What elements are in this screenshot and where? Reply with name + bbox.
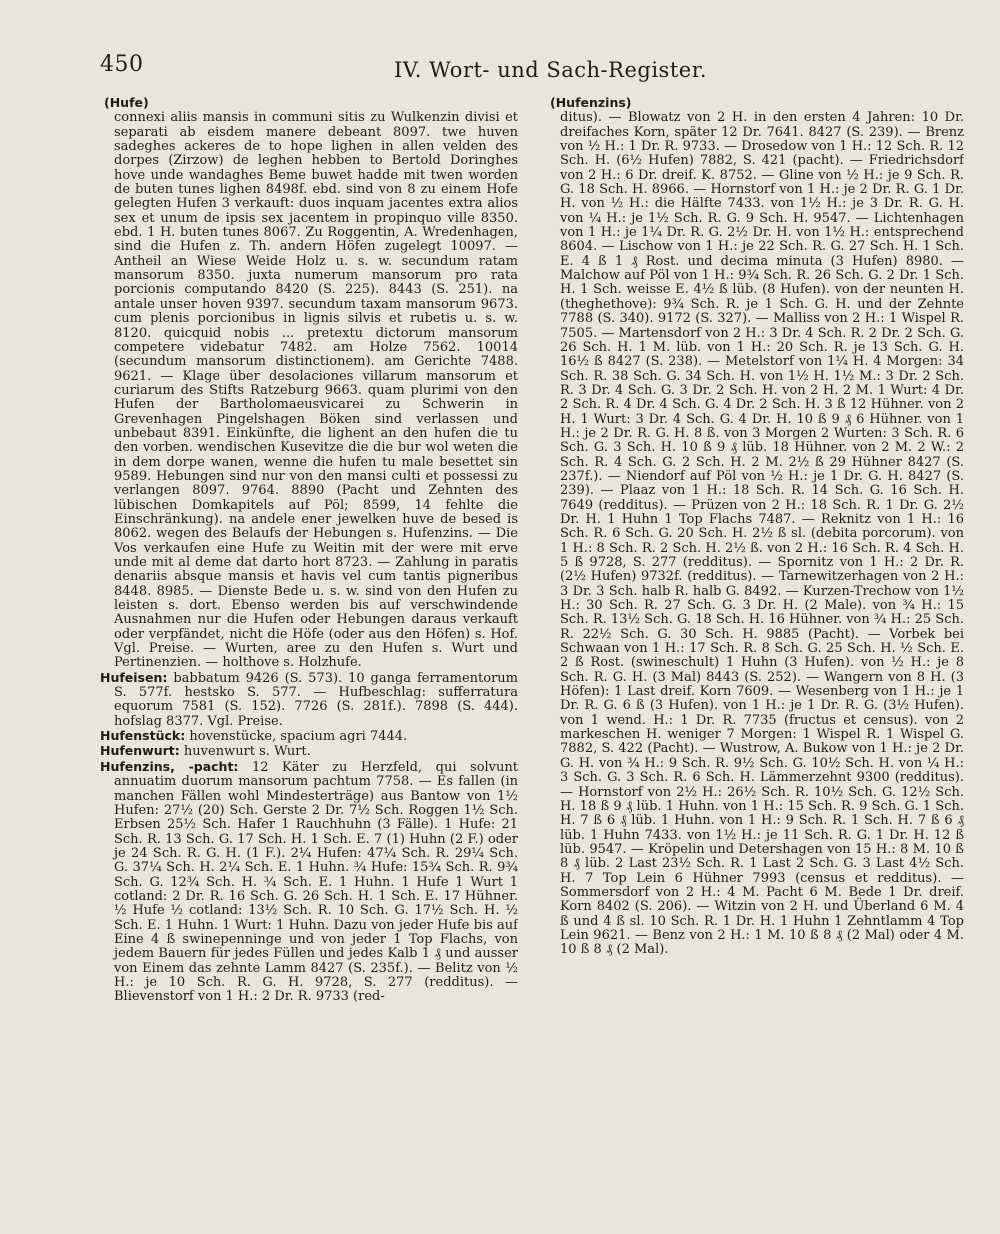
left-column bbox=[100, 96, 518, 1206]
register-entry bbox=[100, 744, 518, 759]
register-entry bbox=[100, 671, 518, 729]
register-entry bbox=[100, 729, 518, 744]
continued-entry-text: connexi aliis mansis in communi sitis zu Wulkenzin divisi et separati ab eisdem manere debeant 8097. twe huven sadeghes ackeres de to hope lighen in allen velden des dorpes (Zirzow) de leghen hebben to Bertold Doringhes hove unde wandaghes Beme buwet hadde mit twen worden de buten tunes lighen 8498f. ebd. sind von 8 zu einem Hofe gelegten Hufen 3 verkauft: duos inquam jacentes extra alios sex et unum de ipsis sex jacentem in propinquo ville 8350. ebd. 1 H. buten tunes 8067. Zu Roggentin, A. Wredenhagen, sind die Hufen z. Th. andern Höfen zugelegt 10097. — Antheil an Wiese Weide Holz u. s. w. secundum ratam mansorum 8350. juxta numerum mansorum pro rata porcionis computando 8420 (S. 225). 8443 (S. 251). na antale unser hoven 9397. secundum taxam mansorum 9673. cum plenis porcionibus in lignis silvis et rubetis u. s. w. 8120. quicquid nobis ... pretextu dictorum mansorum competere videbatur 7482. am Holze 7562. 10014 (secundum mansorum distinctionem). am Gerichte 7488. 9621. — Klage über desolaciones villarum mansorum et curiarum des Stifts Ratzeburg 9663. quam plurimi von den Hufen der Bartholomaeusvicarei zu Schwerin in Grevenhagen Pingelshagen Böken sind verlassen und unbebaut 8391. Einkünfte, die lighent an den hufen die tu den vorben. wendischen Kusevitze die die bur wol weten die in dem dorpe wanen, wenne die hufen tu male besettet sin 9589. Hebungen sind nur von den mansi culti et possessi zu verlangen 8097. 9764. 8890 (Pacht und Zehnten des lübischen Domkapitels auf Pöl; 8599, 14 fehlte die Einschränkung). na andele ener jewelken huve de besed is 8062. wegen des Belaufs der Hebungen s. Hufenzins. — Die Vos verkaufen eine Hufe zu Weitin mit der were mit erve unde mit al deme dat darto hort 8723. — Zahlung in paratis denariis absque mansis et havis vel cum tantis pigneribus 8448. 8985. — Dienste Bede u. s. w. sind von den Hufen zu leisten s. dort. Ebenso werden bis auf verschwindende Ausnahmen nur die Hufen oder Hebungen daraus verkauft oder verpfändet, nicht die Höfe (oder aus den Höfen) s. Hof. Vgl. Preise. — Wurten, aree zu den Hufen s. Wurt und Pertinenzien. — holthove s. Holzhufe. bbox=[114, 110, 518, 671]
continued-entry-text: ditus). — Blowatz von 2 H. in den ersten 4 Jahren: 10 Dr. dreifaches Korn, später 12 Dr. 7641. 8427 (S. 239). — Brenz von ½ H.: 1 Dr. R. 9733. — Drosedow von 1 H.: 12 Sch. R. 12 Sch. H. (6½ Hufen) 7882, S. 421 (pacht). — Friedrichsdorf von 2 H.: 6 Dr. dreif. K. 8752. — Gline von ½ H.: je 9 Sch. R. G. 18 Sch. H. 8966. — Hornstorf von 1 H.: je 2 Dr. R. G. 1 Dr. H. von ½ H.: die Hälfte 7433. von 1½ H.: je 3 Dr. R. G. H. von ¼ H.: je 1½ Sch. R. G. 9 Sch. H. 9547. — Lichtenhagen von 1 H.: je 1¼ Dr. R. G. 2½ Dr. H. von 1½ H.: entsprechend 8604. — Lischow von 1 H.: je 22 Sch. R. G. 27 Sch. H. 1 Sch. E. 4 ß 1 ₰ Rost. und decima minuta (3 Hufen) 8980. — Malchow auf Pöl von 1 H.: 9¾ Sch. R. 26 Sch. G. 2 Dr. 1 Sch. H. 1 Sch. weisse E. 4½ ß lüb. (8 Hufen). von der neunten H. (theghethove): 9¾ Sch. R. je 1 Sch. G. H. und der Zehnte 7788 (S. 340). 9172 (S. 327). — Malliss von 2 H.: 1 Wispel R. 7505. — Martensdorf von 2 H.: 3 Dr. 4 Sch. R. 2 Dr. 2 Sch. G. 26 Sch. H. 1 M. lüb. von 1 H.: 20 Sch. R. je 13 Sch. G. H. 16½ ß 8427 (S. 238). — Metelstorf von 1¼ H. 4 Morgen: 34 Sch. R. 38 Sch. G. 34 Sch. H. von 1½ H. 1½ M.: 3 Dr. 2 Sch. R. 3 Dr. 4 Sch. G. 3 Dr. 2 Sch. H. von 2 H. 2 M. 1 Wurt: 4 Dr. 2 Sch. R. 4 Dr. 4 Sch. G. 4 Dr. 2 Sch. H. 3 ß 12 Hühner. von 2 H. 1 Wurt: 3 Dr. 4 Sch. G. 4 Dr. H. 10 ß 9 ₰ 6 Hühner. von 1 H.: je 2 Dr. R. G. H. 8 ß. von 3 Morgen 2 Wurten: 3 Sch. R. 6 Sch. G. 3 Sch. H. 10 ß 9 ₰ lüb. 18 Hühner. von 2 M. 2 W.: 2 Sch. R. 4 Sch. G. 2 Sch. H. 2 M. 2½ ß 29 Hühner 8427 (S. 237f.). — Niendorf auf Pöl von ½ H.: je 1 Dr. G. H. 8427 (S. 239). — Plaaz von 1 H.: 18 Sch. R. 14 Sch. G. 16 Sch. H. 7649 (redditus). — Prüzen von 2 H.: 18 Sch. R. 1 Dr. G. 2½ Dr. H. 1 Huhn 1 Top Flachs 7487. — Reknitz von 1 H.: 16 Sch. R. 6 Sch. G. 20 Sch. H. 2½ ß sl. (debita porcorum). von 1 H.: 8 Sch. R. 2 Sch. H. 2½ ß. von 2 H.: 16 Sch. R. 4 Sch. H. 5 ß 9728, S. 277 (redditus). — Spornitz von 1 H.: 2 Dr. R. (2½ Hufen) 9732f. (redditus). — Tarnewitzerhagen von 2 H.: 3 Dr. 3 Sch. halb R. halb G. 8492. — Kurzen-Trechow von 1½ H.: 30 Sch. R. 27 Sch. G. 3 Dr. H. (2 Male). von ¾ H.: 15 Sch. R. 13½ Sch. G. 18 Sch. H. 16 Hühner. von ¾ H.: 25 Sch. R. 22½ Sch. G. 30 Sch. H. 9885 (Pacht). — Vorbek bei Schwaan von 1 H.: 17 Sch. R. 8 Sch. G. 25 Sch. H. ½ Sch. E. 2 ß Rost. (swineschult) 1 Huhn (3 Hufen). von ½ H.: je 8 Sch. R. G. H. (3 Mal) 8443 (S. 252). — Wangern von 8 H. (3 Höfen): 1 Last dreif. Korn 7609. — Wesenberg von 1 H.: je 1 Dr. R. G. 6 ß (3 Hufen). von 1 H.: je 1 Dr. R. G. (3½ Hufen). von 1 wend. H.: 1 Dr. R. 7735 (fructus et census). von 2 markeschen H. weniger 7 Morgen: 1 Wispel R. 1 Wispel G. 7882, S. 422 (Pacht). — Wustrow, A. Bukow von 1 H.: je 2 Dr. G. H. von ¾ H.: 9 Sch. R. 9½ Sch. G. 10½ Sch. H. von ¼ H.: 3 Sch. G. 3 Sch. R. 6 Sch. H. Lämmerzehnt 9300 (redditus). — Hornstorf von 2½ H.: 26½ Sch. R. 10½ Sch. G. 12½ Sch. H. 18 ß 9 ₰ lüb. 1 Huhn. von 1 H.: 15 Sch. R. 9 Sch. G. 1 Sch. H. 7 ß 6 ₰ lüb. 1 Huhn. von 1 H.: 9 Sch. R. 1 Sch. H. 7 ß 6 ₰ lüb. 1 Huhn 7433. von 1½ H.: je 11 Sch. R. G. 1 Dr. H. 12 ß lüb. 9547. — Kröpelin und Detershagen von 15 H.: 8 M. 10 ß 8 ₰ lüb. 2 Last 23½ Sch. R. 1 Last 2 Sch. G. 3 Last 4½ Sch. H. 7 Top Lein 6 Hühner 7993 (census et redditus). — Sommersdorf von 2 H.: 4 M. Pacht 6 M. Bede 1 Dr. dreif. Korn 8402 (S. 206). — Witzin von 2 H. und Überland 6 M. 4 ß und 4 ß sl. 10 Sch. R. 1 Dr. H. 1 Huhn 1 Zehntlamm 4 Top Lein 9621. — Benz von 2 H.: 1 M. 10 ß 8 ₰ (2 Mal) oder 4 M. 10 ß 8 ₰ (2 Mal). bbox=[560, 110, 964, 958]
entry-headword: Hufenzins, -pacht: bbox=[100, 758, 239, 774]
entry-headword: Hufenwurt: bbox=[100, 743, 180, 759]
entry-text: hovenstücke, spacium agri 7444. bbox=[189, 729, 408, 745]
entry-text: 12 Käter zu Herzfeld, qui solvunt annuatim duorum mansorum pachtum 7758. — Es fallen (in manchen Fällen wohl Mindesterträge) aus Bantow von 1½ Hufen: 27½ (20) Sch. Gerste 2 Dr. 7½ Sch. Roggen 1½ Sch. Erbsen 25½ Sch. Hafer 1 Rauchhuhn (3 Fälle). 1 Hufe: 21 Sch. R. 13 Sch. G. 17 Sch. H. 1 Sch. E. 7 (1) Huhn (2 F.) oder je 24 Sch. R. G. H. (1 F.). 2¼ Hufen: 47¼ Sch. R. 29¼ Sch. G. 37¼ Sch. H. 2¼ Sch. E. 1 Huhn. ¾ Hufe: 15¾ Sch. R. 9¾ Sch. G. 12¾ Sch. H. ¾ Sch. E. 1 Huhn. 1 Hufe 1 Wurt 1 cotland: 2 Dr. R. 16 Sch. G. 26 Sch. H. 1 Sch. E. 17 Hühner. ½ Hufe ½ cotland: 13½ Sch. R. 10 Sch. G. 17½ Sch. H. ½ Sch. E. 1 Huhn. 1 Wurt: 1 Huhn. Dazu von jeder Hufe bis auf Eine 4 ß swinepenninge und von jeder 1 Top Flachs, von jedem Bauern für jedes Füllen und jedes Kalb 1 ₰ und ausser von Einem das zehnte Lamm 8427 (S. 235f.). — Belitz von ½ H.: je 10 Sch. R. G. H. 9728, S. 277 (redditus). — Blievenstorf von 1 H.: 2 Dr. R. 9733 (red- bbox=[114, 759, 518, 1005]
continuation-head: (Hufenzins) bbox=[550, 96, 632, 110]
right-column bbox=[546, 96, 964, 1206]
running-head: IV. Wort- und Sach-Register. bbox=[394, 58, 708, 82]
entry-headword: Hufeisen: bbox=[100, 669, 168, 685]
entry-text: babbatum 9426 (S. 573). 10 ganga ferramentorum S. 577f. hestsko S. 577. — Hufbeschlag: sufferratura equorum 7581 (S. 152). 7726 (S. 281f.). 7898 (S. 444). hofslag 8377. Vgl. Preise. bbox=[114, 670, 518, 729]
page-number: 450 bbox=[100, 52, 144, 77]
entry-headword: Hufenstück: bbox=[100, 728, 186, 744]
entry-text: huvenwurt s. Wurt. bbox=[183, 744, 311, 760]
continuation-head: (Hufe) bbox=[104, 96, 149, 110]
register-entry bbox=[100, 760, 518, 1005]
